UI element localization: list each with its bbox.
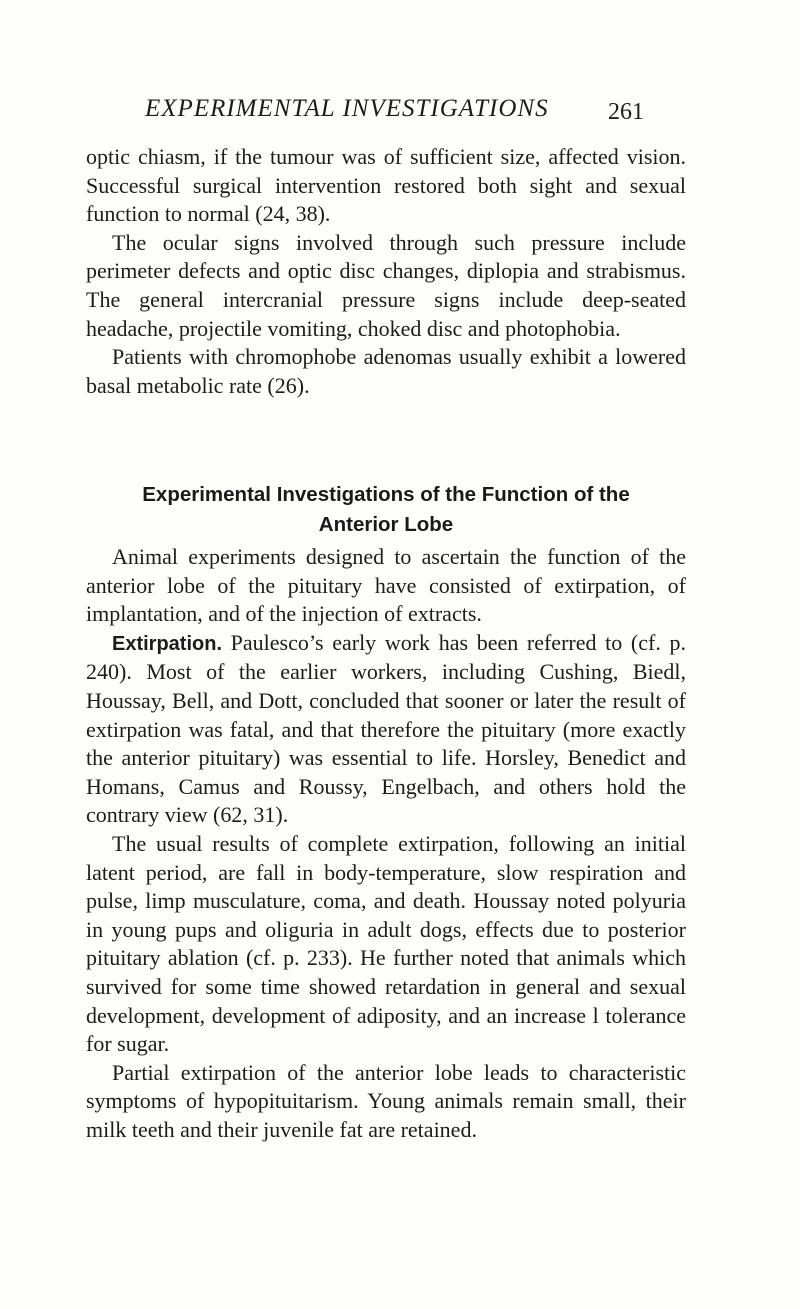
paragraph-extirpation xyxy=(86,629,686,830)
paragraph-chromophobe: Patients with chromophobe adenomas usually exhibit a lowered basal metabolic rate (26). xyxy=(86,344,686,398)
section-heading-line-2: Anterior Lobe xyxy=(318,513,454,536)
running-head: EXPERIMENTAL INVESTIGATIONS xyxy=(145,95,549,122)
text-block-top xyxy=(86,143,686,400)
paragraph-partial-extirpation: Partial extirpation of the anterior lobe leads to characteristic symptoms of hypopituitarism. Young animals remain small, their milk teeth and their juvenile fat are retained. xyxy=(86,1059,686,1142)
paragraph-usual-results: The usual results of complete extirpation, following an initial latent period, are fall in body-temperature, slow respiration and pulse, limp musculature, coma, and death. Houssay noted polyuria in young pups and oliguria in adult dogs, effects due to posterior pituitary ablation (cf. p. 233). He further noted that animals which survived for some time showed retardation in general and sexual development, development of adiposity, and an increase l tolerance for sugar. xyxy=(86,830,686,1057)
run-in-heading-extirpation: Extirpation. xyxy=(112,632,223,655)
page-number: 261 xyxy=(608,99,644,125)
text-block-section xyxy=(86,543,686,1144)
paragraph-animal-experiments: Animal experiments designed to ascertain the function of the anterior lobe of the pituitary have consisted of extirpation, of implantation, and of the injection of extracts. xyxy=(86,544,686,627)
section-heading-line-1: Experimental Investigations of the Function of the xyxy=(142,483,630,506)
paragraph-extirpation-text: Paulesco’s early work has been referred to (cf. p. 240). Most of the earlier workers, including Cushing, Biedl, Houssay, Bell, and Dott, concluded that sooner or later the result of extirpation was fatal, and that therefore the pituitary (more exactly the anterior pituitary) was essential to life. Horsley, Benedict and Homans, Camus and Roussy, Engelbach, and others hold the contrary view (62, 31). xyxy=(86,629,686,828)
paragraph-continuation: optic chiasm, if the tumour was of sufficient size, affected vision. Successful surgical intervention restored both sight and sexual function to normal (24, 38). xyxy=(86,144,686,227)
section-heading xyxy=(86,480,686,540)
paragraph-ocular-signs: The ocular signs involved through such pressure include perimeter defects and optic disc changes, diplopia and strabismus. The general intercranial pressure signs include deep-seated headache, projectile vomiting, choked disc and photophobia. xyxy=(86,229,686,341)
